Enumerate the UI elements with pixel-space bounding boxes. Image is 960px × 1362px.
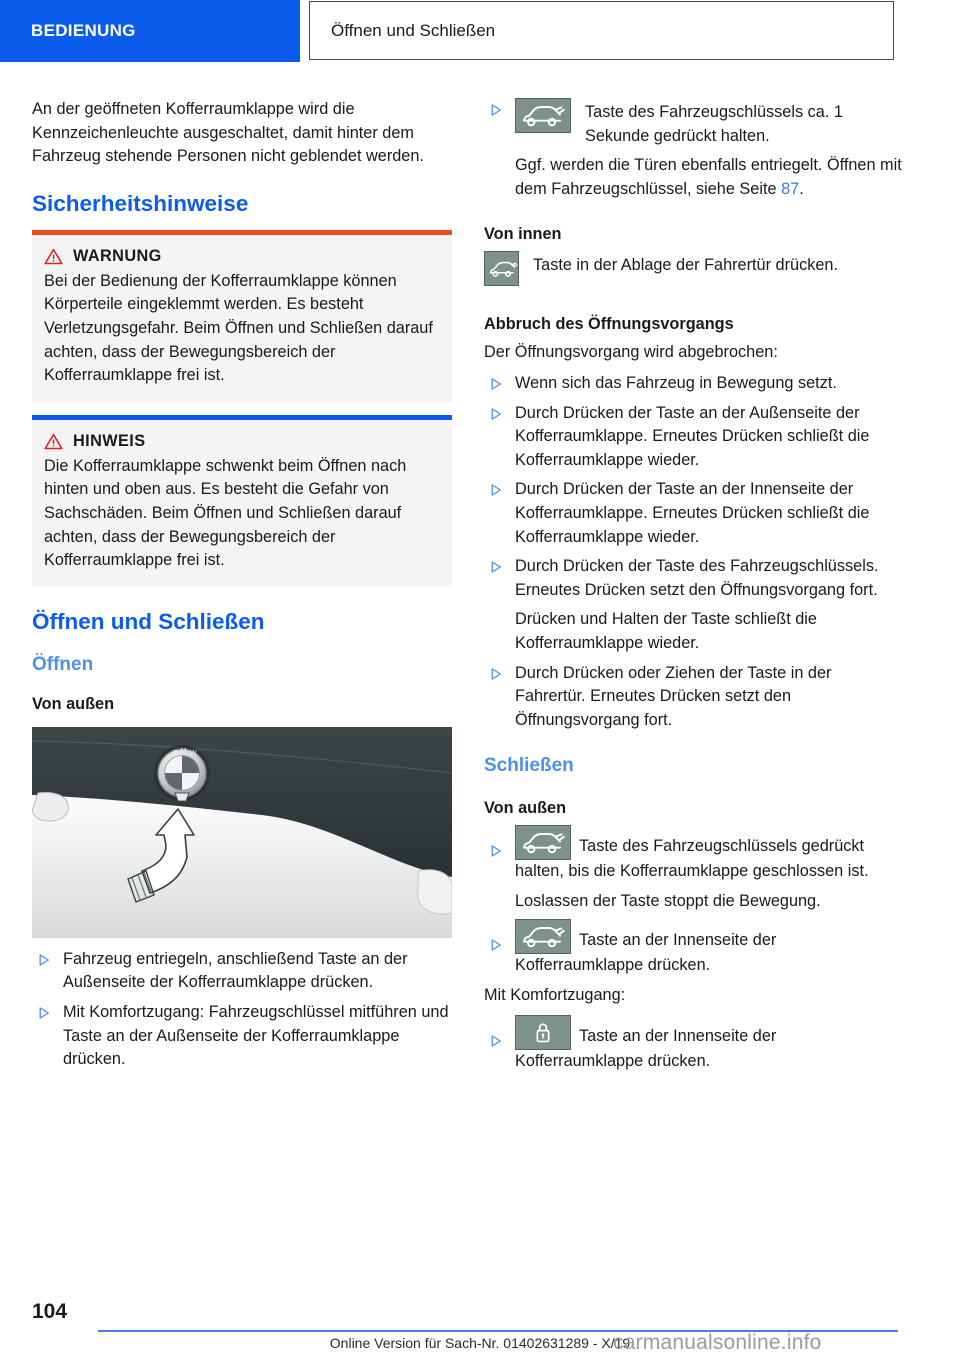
- hinweis-notice-title: HINWEIS: [73, 431, 146, 450]
- intro-paragraph: An der geöffneten Kofferraumklappe wird die Kennzeichenleuchte ausgeschaltet, damit hinter dem Fahrzeug stehende Personen nicht geblendet werden.: [32, 100, 424, 166]
- list-item: [484, 478, 904, 549]
- header-section-title: Öffnen und Schließen: [331, 20, 496, 40]
- car-tailgate-icon: [484, 251, 519, 286]
- list-item-subtext: Drücken und Halten der Taste schließt die Kofferraumklappe wieder.: [515, 610, 817, 652]
- bullet-triangle-icon: [484, 1015, 508, 1047]
- svg-text:B: B: [173, 749, 178, 757]
- komfortzugang-intro: Mit Komfortzugang:: [484, 986, 626, 1005]
- page-number: 104: [32, 1300, 68, 1323]
- hinweis-notice-header: [44, 432, 440, 451]
- list-item: [484, 402, 904, 473]
- warning-triangle-icon: [44, 248, 63, 265]
- list-item: [484, 825, 904, 884]
- close-key-subtext: Loslassen der Taste stoppt die Bewegung.: [515, 891, 821, 910]
- heading-abbruch-oeffnungsvorgang: Abbruch des Öffnungsvorgangs: [484, 315, 734, 334]
- left-column: [32, 98, 452, 1078]
- abort-bullet-list: [484, 372, 904, 732]
- bullet-triangle-icon: [484, 825, 508, 857]
- list-item-text: Durch Drücken der Taste des Fahrzeugschlüssels. Erneutes Drücken setzt den Öffnungsvorgang fort.: [515, 557, 879, 599]
- close-inside-instruction-text: Taste an der Innenseite der Kofferraumklappe drücken.: [515, 931, 777, 975]
- list-item: [32, 1001, 452, 1072]
- heading-von-aussen: Von außen: [32, 694, 115, 713]
- heading-von-innen: Von innen: [484, 225, 562, 244]
- list-item: [484, 98, 904, 148]
- page-header: [0, 0, 960, 64]
- close-lock-instruction: [515, 1015, 904, 1074]
- key-press-instruction-text: Taste des Fahrzeugschlüssels ca. 1 Sekunde gedrückt halten.: [585, 103, 843, 145]
- bullet-triangle-icon: [32, 948, 56, 966]
- hinweis-notice-box: [32, 415, 452, 587]
- list-item-text: Fahrzeug entriegeln, anschließend Taste an der Außenseite der Kofferraumklappe drücken.: [63, 949, 408, 992]
- key-note-text-before: Ggf. werden die Türen ebenfalls entriegelt. Öffnen mit dem Fahrzeugschlüssel, siehe Seite: [515, 156, 902, 198]
- open-outside-bullet-list: [32, 948, 452, 1072]
- bullet-triangle-icon: [484, 555, 508, 573]
- heading-schliessen: Schließen: [484, 755, 574, 777]
- list-item-text: Durch Drücken oder Ziehen der Taste in der Fahrertür. Erneutes Drücken setzt den Öffnungsvorgang fort.: [515, 663, 832, 729]
- key-note-paragraph: [515, 154, 904, 201]
- bullet-triangle-icon: [32, 1001, 56, 1019]
- abort-intro-text: Der Öffnungsvorgang wird abgebrochen:: [484, 343, 778, 362]
- footer-watermark: carmanualsonline.info: [613, 1331, 822, 1354]
- list-item: [484, 372, 904, 396]
- svg-text:M: M: [180, 747, 187, 755]
- car-tailgate-icon: [515, 98, 571, 133]
- key-note-text-after: .: [799, 179, 804, 198]
- close-key-instruction-text: Taste des Fahrzeugschlüssels gedrückt halten, bis die Kofferraumklappe geschlossen ist.: [515, 837, 869, 881]
- page-footer: [0, 1282, 960, 1362]
- right-column: [484, 98, 904, 1079]
- warning-notice-header: [44, 247, 440, 266]
- bullet-triangle-icon: [484, 919, 508, 951]
- close-inside-instruction: [515, 919, 904, 978]
- list-item-text: Wenn sich das Fahrzeug in Bewegung setzt.: [515, 373, 837, 392]
- list-item: [484, 662, 904, 733]
- heading-oeffnen: Öffnen: [32, 653, 94, 675]
- bullet-triangle-icon: [484, 372, 508, 390]
- padlock-icon: [515, 1015, 571, 1050]
- list-item-text: Mit Komfortzugang: Fahrzeugschlüssel mitführen und Taste an der Außenseite der Kofferraumklappe drücken.: [63, 1002, 449, 1069]
- heading-oeffnen-und-schliessen: Öffnen und Schließen: [32, 608, 265, 634]
- bullet-triangle-icon: [484, 98, 508, 116]
- key-press-instruction: [515, 98, 904, 148]
- list-item: [32, 948, 452, 995]
- inside-press-instruction: [484, 251, 904, 286]
- bullet-triangle-icon: [484, 402, 508, 420]
- warning-notice-title: WARNUNG: [73, 246, 162, 265]
- list-item: [484, 1015, 904, 1074]
- warning-notice-body: Bei der Bedienung der Kofferraumklappe können Körperteile eingeklemmt werden. Es besteht Verletzungsgefahr. Beim Öffnen und Schließen darauf achten, dass der Bewegungsbereich der Kofferraumklappe frei ist.: [44, 271, 433, 385]
- heading-sicherheitshinweise: Sicherheitshinweise: [32, 190, 249, 216]
- header-section-box: [309, 1, 894, 60]
- footer-online-version: Online Version für Sach-Nr. 01402631289 - X/19: [329, 1335, 631, 1351]
- header-chapter-tab: [0, 0, 300, 62]
- svg-text:W: W: [190, 749, 197, 757]
- trunk-lid-photo: [32, 727, 452, 938]
- close-lock-instruction-text: Taste an der Innenseite der Kofferraumklappe drücken.: [515, 1026, 777, 1070]
- close-key-instruction: [515, 825, 904, 884]
- list-item: [484, 919, 904, 978]
- bullet-triangle-icon: [484, 662, 508, 680]
- heading-schliessen-von-aussen: Von außen: [484, 799, 567, 818]
- header-chapter-label: BEDIENUNG: [31, 21, 136, 40]
- warning-notice-box: [32, 230, 452, 402]
- list-item-text: Durch Drücken der Taste an der Innenseite der Kofferraumklappe. Erneutes Drücken schließt die Kofferraumklappe wieder.: [515, 480, 870, 546]
- inside-press-instruction-text: Taste in der Ablage der Fahrertür drücken.: [533, 256, 838, 275]
- warning-triangle-icon: [44, 433, 63, 450]
- hinweis-notice-body: Die Kofferraumklappe schwenkt beim Öffnen nach hinten und oben aus. Es besteht die Gefahr von Sachschäden. Beim Öffnen und Schließen darauf achten, dass der Bewegungsbereich der Kofferraumklappe frei ist.: [44, 456, 407, 570]
- bullet-triangle-icon: [484, 478, 508, 496]
- list-item-text: Durch Drücken der Taste an der Außenseite der Kofferraumklappe. Erneutes Drücken schließt die Kofferraumklappe wieder.: [515, 403, 870, 469]
- car-tailgate-icon: [515, 919, 571, 954]
- page-reference-link[interactable]: 87: [781, 179, 800, 198]
- car-tailgate-icon: [515, 825, 571, 860]
- list-item: [484, 555, 904, 602]
